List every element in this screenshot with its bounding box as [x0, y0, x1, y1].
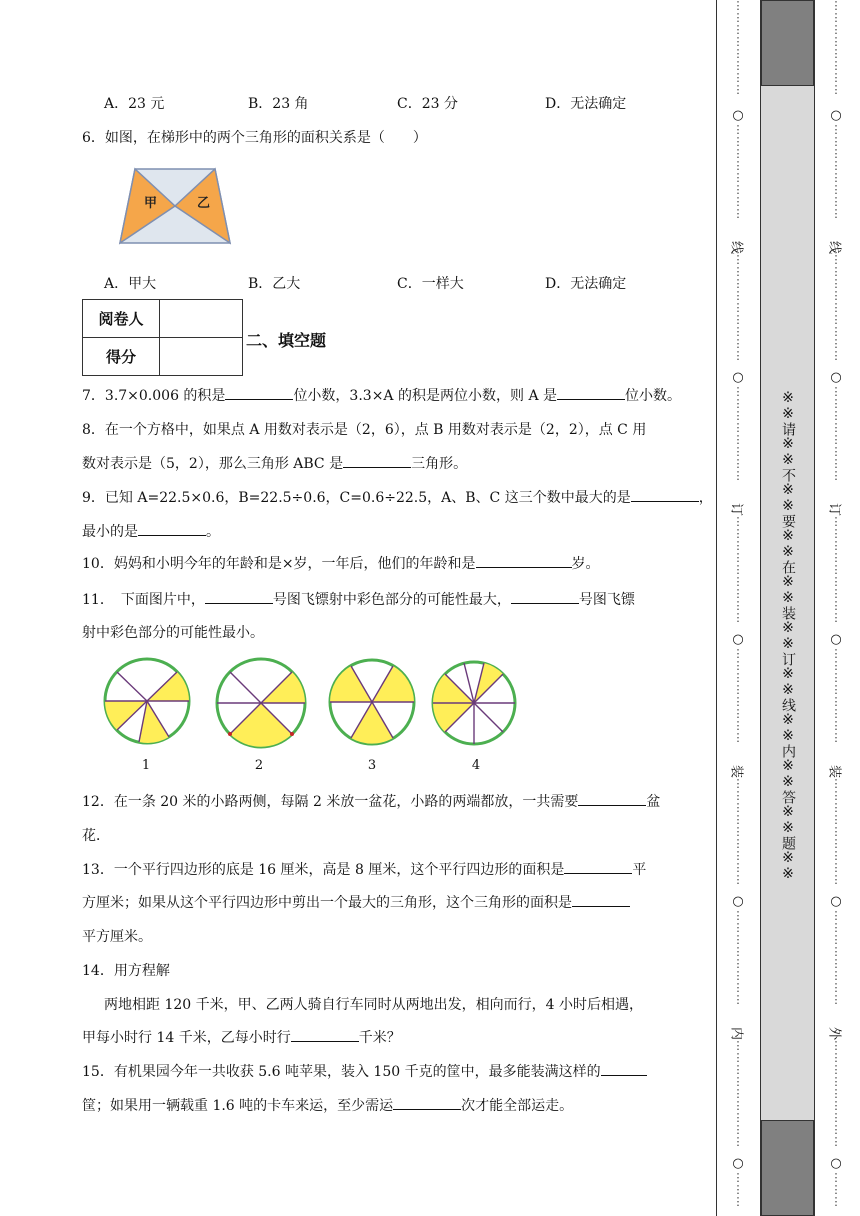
score-box	[82, 299, 243, 376]
outer-circle-mark: ○	[830, 1156, 842, 1171]
label-jia: 甲	[144, 196, 158, 211]
q8-blank[interactable]	[343, 453, 411, 468]
q15-blank-1[interactable]	[601, 1061, 647, 1076]
q13-line3: 平方厘米。	[82, 929, 152, 945]
q9-line1: 9．已知 A=22.5×0.6，B=22.5÷0.6，C=0.6÷22.5，A、B、C 这三个数中最大的是 ，	[82, 487, 713, 507]
inner-dots: ⋮ ⋮ ⋮ ⋮ ⋮ ⋮ ⋮ ⋮ ⋮	[732, 778, 744, 886]
inner-dots: ⋮ ⋮ ⋮ ⋮ ⋮ ⋮ ⋮ ⋮ ⋮	[732, 1040, 744, 1148]
outer-circle-mark: ○	[830, 370, 842, 385]
inner-mark-1: 线	[729, 241, 748, 255]
outer-dots: ⋮ ⋮ ⋮ ⋮ ⋮ ⋮ ⋮ ⋮ ⋮	[830, 254, 842, 362]
dartboard-label-4: 4	[471, 758, 481, 773]
q11-line1: 11． 下面图片中， 号图飞镖射中彩色部分的可能性最大， 号图飞镖	[82, 589, 635, 609]
q12-blank[interactable]	[578, 791, 646, 806]
dartboard-label-1: 1	[141, 758, 151, 773]
binding-warning: ※※请※※不※※要※※在※※装※※订※※线※※内※※答※※题※※	[780, 390, 796, 882]
q7-blank-1[interactable]	[225, 385, 293, 400]
dartboard-1	[103, 657, 191, 745]
q11-line2: 射中彩色部分的可能性最小。	[82, 625, 264, 641]
q15-line1: 15．有机果园今年一共收获 5.6 吨苹果，装入 150 千克的筐中，最多能装满这样的	[82, 1061, 647, 1081]
inner-circle-mark: ○	[732, 1156, 744, 1171]
q8-line2: 数对表示是（5，2），那么三角形 ABC 是 三角形。	[82, 453, 467, 473]
dartboard-4	[431, 660, 517, 746]
outer-dots: ⋮ ⋮ ⋮ ⋮ ⋮ ⋮ ⋮ ⋮	[830, 0, 842, 96]
q7: 7．3.7×0.006 的积是 位小数，3.3×A 的积是两位小数，则 A 是 位小数。	[82, 385, 681, 405]
label-yi: 乙	[197, 196, 211, 211]
dartboard-3	[328, 658, 416, 746]
q14-line2: 甲每小时行 14 千米，乙每小时行 千米？	[82, 1027, 401, 1047]
margin-block-top	[761, 0, 814, 86]
q8-line1: 8．在一个方格中，如果点 A 用数对表示是（2，6），点 B 用数对表示是（2，2），点 C 用	[82, 422, 647, 438]
margin-border-outer	[814, 0, 815, 1216]
outer-dots: ⋮ ⋮ ⋮	[830, 1172, 842, 1208]
q7-blank-2[interactable]	[557, 385, 625, 400]
inner-circle-mark: ○	[732, 894, 744, 909]
inner-dots: ⋮ ⋮ ⋮	[732, 1172, 744, 1208]
q13-line2: 方厘米；如果从这个平行四边形中剪出一个最大的三角形，这个三角形的面积是	[82, 892, 630, 912]
q12-line1: 12．在一条 20 米的小路两侧，每隔 2 米放一盆花，小路的两端都放，一共需要 盆	[82, 791, 660, 811]
dartboard-label-2: 2	[254, 758, 264, 773]
q10: 10．妈妈和小明今年的年龄和是×岁，一年后，他们的年龄和是 岁。	[82, 553, 600, 573]
outer-mark-2: 订	[827, 503, 846, 517]
inner-circle-mark: ○	[732, 632, 744, 647]
q6-option-c: C．一样大	[397, 276, 464, 292]
q6-question: 6．如图，在梯形中的两个三角形的面积关系是（ ）	[82, 130, 427, 146]
reviewer-label: 阅卷人	[83, 300, 160, 338]
outer-mark-3: 装	[827, 765, 846, 779]
outer-dots: ⋮ ⋮ ⋮ ⋮ ⋮ ⋮ ⋮ ⋮	[830, 910, 842, 1006]
outer-mark-1: 线	[827, 241, 846, 255]
q14-line1: 两地相距 120 千米，甲、乙两人骑自行车同时从两地出发，相向而行，4 小时后相遇，	[104, 997, 643, 1013]
q9-blank-2[interactable]	[138, 521, 206, 536]
inner-dots: ⋮ ⋮ ⋮ ⋮ ⋮ ⋮ ⋮ ⋮ ⋮	[732, 516, 744, 624]
q13-line1: 13．一个平行四边形的底是 16 厘米，高是 8 厘米，这个平行四边形的面积是 平	[82, 859, 646, 879]
margin-border-left	[716, 0, 717, 1216]
q14-title: 14．用方程解	[82, 963, 170, 979]
inner-mark-2: 订	[729, 503, 748, 517]
inner-mark-3: 装	[729, 765, 748, 779]
q15-line2: 筐；如果用一辆载重 1.6 吨的卡车来运，至少需运 次才能全部运走。	[82, 1095, 573, 1115]
inner-dots: ⋮ ⋮ ⋮ ⋮ ⋮ ⋮ ⋮ ⋮	[732, 910, 744, 1006]
outer-dots: ⋮ ⋮ ⋮ ⋮ ⋮ ⋮ ⋮ ⋮	[830, 386, 842, 482]
q5-option-c: C．23 分	[397, 96, 458, 112]
q14-blank[interactable]	[291, 1027, 359, 1042]
score-cell[interactable]	[160, 338, 243, 376]
inner-mark-4: 内	[729, 1027, 748, 1041]
inner-dots: ⋮ ⋮ ⋮ ⋮ ⋮ ⋮ ⋮ ⋮	[732, 0, 744, 96]
outer-circle-mark: ○	[830, 894, 842, 909]
reviewer-cell[interactable]	[160, 300, 243, 338]
dartboard-label-3: 3	[367, 758, 377, 773]
q6-option-d: D．无法确定	[545, 276, 627, 292]
q9-blank-1[interactable]	[631, 487, 699, 502]
margin-block-bottom	[761, 1120, 814, 1216]
q13-blank-2[interactable]	[572, 892, 630, 907]
q5-option-d: D．无法确定	[545, 96, 627, 112]
q11-blank-1[interactable]	[205, 589, 273, 604]
inner-circle-mark: ○	[732, 370, 744, 385]
score-label: 得分	[83, 338, 160, 376]
q9-line2: 最小的是 。	[82, 521, 220, 541]
outer-dots: ⋮ ⋮ ⋮ ⋮ ⋮ ⋮ ⋮ ⋮	[830, 124, 842, 220]
outer-dots: ⋮ ⋮ ⋮ ⋮ ⋮ ⋮ ⋮ ⋮ ⋮	[830, 778, 842, 886]
q6-option-b: B．乙大	[248, 276, 301, 292]
outer-circle-mark: ○	[830, 632, 842, 647]
outer-dots: ⋮ ⋮ ⋮ ⋮ ⋮ ⋮ ⋮ ⋮	[830, 648, 842, 744]
q10-blank[interactable]	[476, 553, 572, 568]
inner-dots: ⋮ ⋮ ⋮ ⋮ ⋮ ⋮ ⋮ ⋮	[732, 386, 744, 482]
trapezoid-figure	[115, 165, 235, 247]
inner-circle-mark: ○	[732, 108, 744, 123]
q5-option-a: A．23 元	[104, 96, 165, 112]
q11-blank-2[interactable]	[511, 589, 579, 604]
outer-mark-4: 外	[827, 1027, 846, 1041]
q12-line2: 花．	[82, 828, 110, 844]
outer-circle-mark: ○	[830, 108, 842, 123]
q13-blank-1[interactable]	[564, 859, 632, 874]
q5-option-b: B．23 角	[248, 96, 309, 112]
section-title: 二、填空题	[246, 331, 327, 350]
inner-dots: ⋮ ⋮ ⋮ ⋮ ⋮ ⋮ ⋮ ⋮	[732, 648, 744, 744]
outer-dots: ⋮ ⋮ ⋮ ⋮ ⋮ ⋮ ⋮ ⋮ ⋮	[830, 1040, 842, 1148]
dartboard-2	[215, 657, 307, 749]
q6-option-a: A．甲大	[104, 276, 157, 292]
inner-dots: ⋮ ⋮ ⋮ ⋮ ⋮ ⋮ ⋮ ⋮	[732, 124, 744, 220]
outer-dots: ⋮ ⋮ ⋮ ⋮ ⋮ ⋮ ⋮ ⋮ ⋮	[830, 516, 842, 624]
inner-dots: ⋮ ⋮ ⋮ ⋮ ⋮ ⋮ ⋮ ⋮ ⋮	[732, 254, 744, 362]
q15-blank-2[interactable]	[393, 1095, 461, 1110]
